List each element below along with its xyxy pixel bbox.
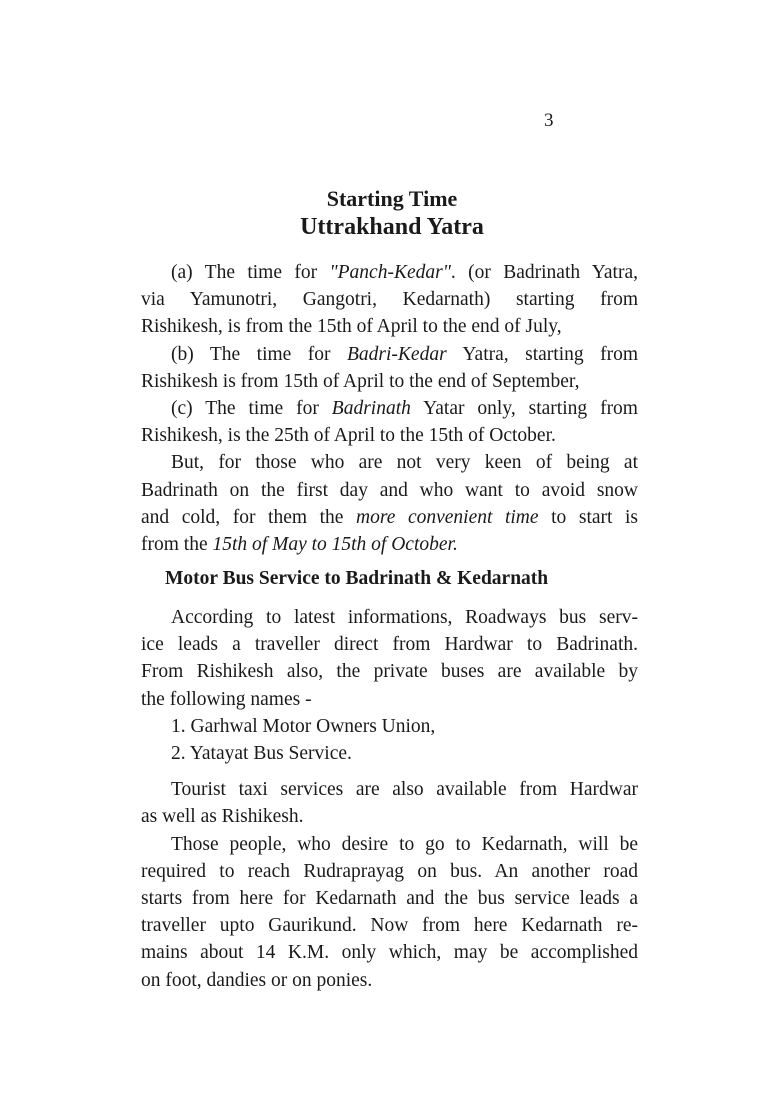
text-segment: Rishikesh, is the 25th of April to the 15th of October.	[141, 425, 556, 447]
list-item	[141, 740, 638, 767]
section-motor-bus	[141, 604, 638, 994]
page-title: Starting Time	[326, 186, 458, 211]
text-segment: ice leads a traveller direct from Hardwar to Badrinath.	[141, 634, 638, 656]
text-line	[141, 912, 638, 939]
paragraph	[141, 395, 638, 449]
text-segment: (b) The time for	[171, 343, 347, 365]
text-segment: Rishikesh, is from the 15th of April to the end of July,	[141, 316, 562, 338]
text-segment: 2. Yatayat Bus Service.	[171, 742, 352, 764]
emphasis-text: more convenient time	[356, 506, 539, 528]
text-segment: (a) The time for	[171, 262, 330, 283]
text-line	[141, 686, 638, 713]
text-segment: required to reach Rudraprayag on bus. An another road	[141, 860, 638, 882]
text-segment: to start is	[538, 506, 639, 528]
text-segment: starts from here for Kedarnath and the bus service leads a	[141, 887, 638, 909]
text-segment: 1. Garhwal Motor Owners Union,	[171, 715, 436, 737]
text-line	[141, 740, 638, 767]
text-segment: But, for those who are not very keen of being at	[171, 452, 638, 474]
text-line	[141, 341, 638, 368]
text-line	[141, 259, 638, 286]
text-line	[141, 858, 638, 885]
text-segment: Yatra, starting from	[446, 343, 638, 365]
emphasis-text: Badrinath	[331, 397, 411, 419]
text-line	[141, 604, 638, 631]
text-line	[141, 477, 638, 504]
paragraph	[141, 259, 638, 341]
text-line	[141, 368, 638, 395]
text-line	[141, 658, 638, 685]
text-line	[141, 395, 638, 422]
text-segment: Rishikesh is from 15th of April to the end of September,	[141, 370, 580, 392]
text-segment: Yatar only, starting from	[410, 397, 638, 419]
page-subtitle: Uttrakhand Yatra	[300, 214, 484, 240]
text-line	[141, 831, 638, 858]
text-segment: mains about 14 K.M. only which, may be accomplished	[141, 942, 638, 964]
text-segment: via Yamunotri, Gangotri, Kedarnath) starting from	[141, 289, 638, 311]
text-line	[141, 286, 638, 313]
text-line	[141, 803, 638, 830]
emphasis-text: 15th of May to 15th of October.	[212, 533, 458, 555]
text-line	[141, 422, 638, 449]
text-segment: as well as Rishikesh.	[141, 806, 304, 828]
text-segment: from the	[141, 533, 213, 555]
section-starting-time	[141, 259, 638, 558]
paragraph	[141, 831, 638, 994]
text-segment: and cold, for them the	[141, 506, 357, 528]
text-segment: Those people, who desire to go to Kedarnath, will be	[171, 833, 638, 855]
text-line	[141, 504, 638, 531]
list-item	[141, 713, 638, 740]
text-line	[141, 713, 638, 740]
text-line	[141, 939, 638, 966]
paragraph	[141, 776, 638, 830]
emphasis-text: Badri-Kedar	[347, 343, 447, 365]
text-line	[141, 531, 638, 558]
text-line	[141, 313, 638, 340]
text-segment: on foot, dandies or on ponies.	[141, 969, 373, 991]
paragraph	[141, 604, 638, 713]
text-line	[141, 449, 638, 476]
text-line	[141, 967, 638, 994]
paragraph	[141, 341, 638, 395]
section-heading-motor-bus: Motor Bus Service to Badrinath & Kedarnath	[165, 568, 549, 589]
text-segment: Tourist taxi services are also available from Hardwar	[171, 779, 638, 801]
text-segment: . (or Badrinath Yatra,	[450, 262, 638, 283]
text-segment: According to latest informations, Roadways bus serv-	[171, 607, 638, 628]
text-segment: Badrinath on the first day and who want to avoid snow	[141, 479, 638, 501]
page-number: 3	[544, 110, 554, 131]
text-line	[141, 776, 638, 803]
text-segment: (c) The time for	[171, 397, 332, 419]
text-line	[141, 631, 638, 658]
text-segment: traveller upto Gaurikund. Now from here Kedarnath re-	[141, 915, 638, 937]
text-segment: From Rishikesh also, the private buses are available by	[141, 661, 638, 683]
emphasis-text: "Panch-Kedar"	[329, 262, 451, 283]
paragraph	[141, 449, 638, 558]
text-segment: the following names -	[141, 688, 312, 710]
text-line	[141, 885, 638, 912]
